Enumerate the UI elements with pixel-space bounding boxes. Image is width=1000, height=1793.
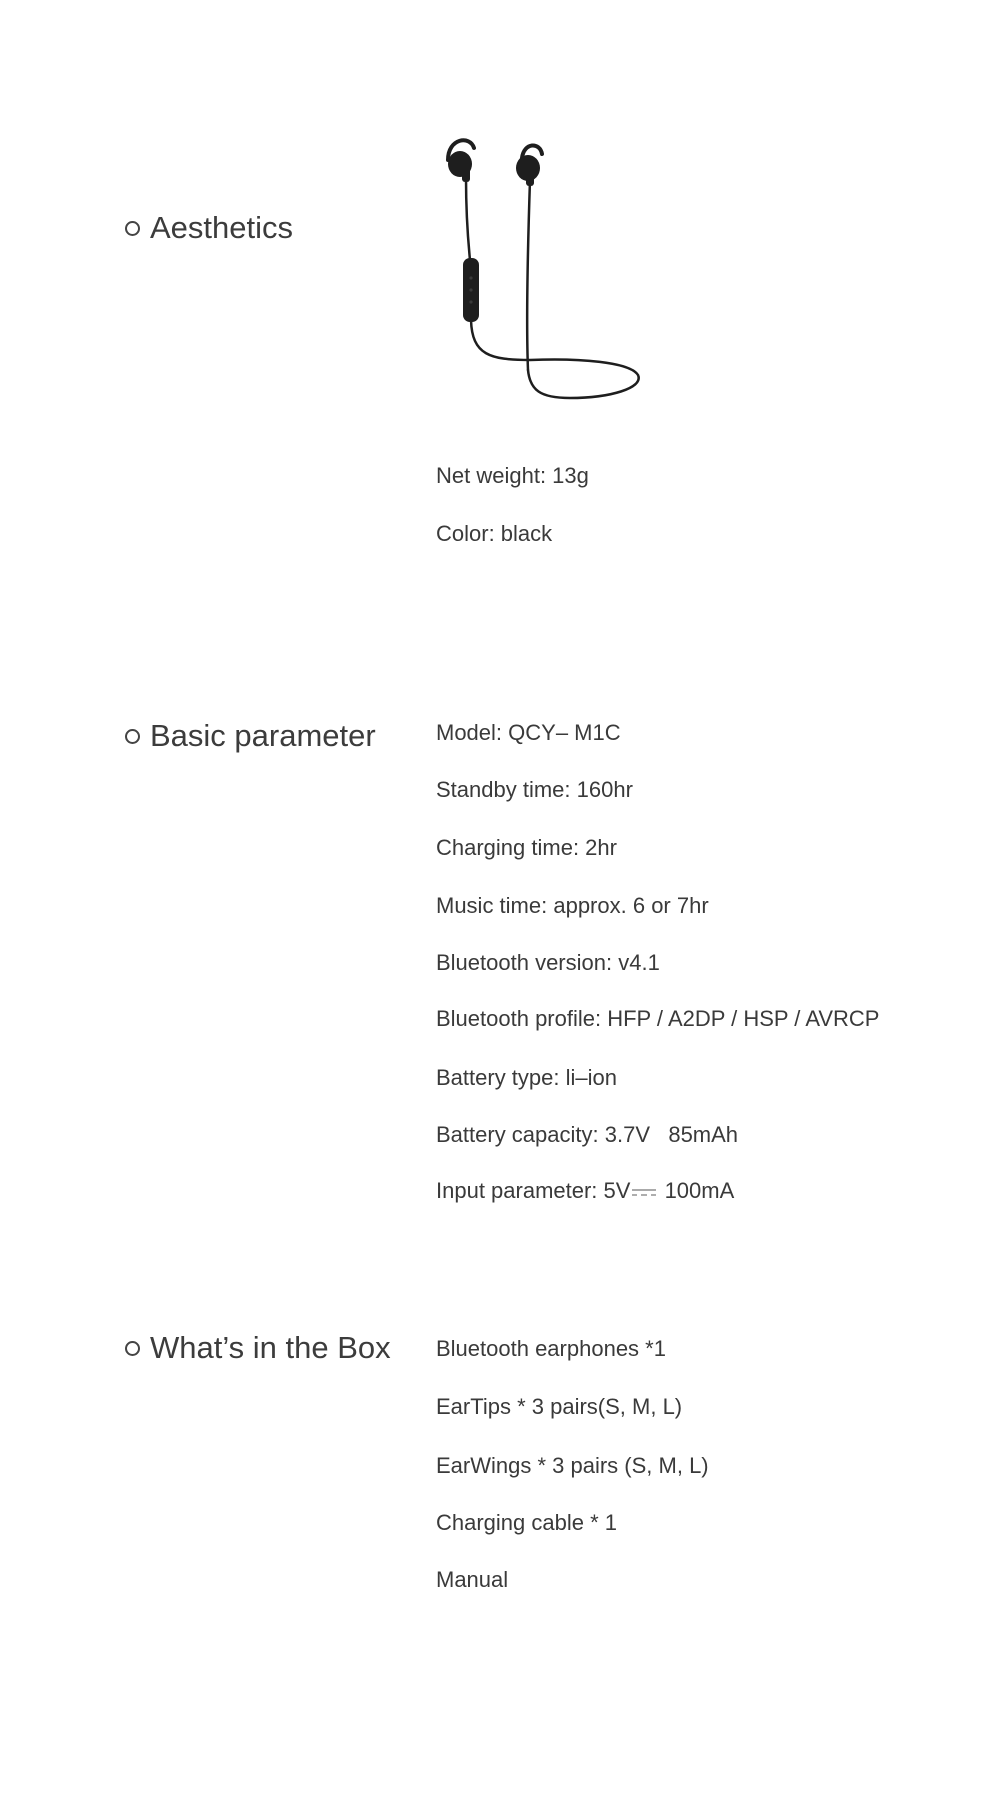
section-title-aesthetics	[125, 210, 293, 246]
spec-bluetooth-profile: Bluetooth profile: HFP / A2DP / HSP / AVRCP	[436, 1006, 880, 1031]
box-item-charging-cable: Charging cable * 1	[436, 1510, 618, 1535]
spec-color: Color: black	[436, 521, 553, 546]
box-item-eartips: EarTips * 3 pairs(S, M, L)	[436, 1394, 683, 1419]
spec-input-parameter	[436, 1178, 734, 1204]
box-item-earphones: Bluetooth earphones *1	[436, 1336, 666, 1361]
box-item-manual: Manual	[436, 1567, 509, 1592]
input-parameter-prefix: Input parameter: 5V	[436, 1178, 631, 1203]
bullet-circle-icon	[125, 221, 140, 236]
spec-battery-type: Battery type: li–ion	[436, 1065, 617, 1090]
box-item-earwings: EarWings * 3 pairs (S, M, L)	[436, 1453, 709, 1478]
spec-net-weight: Net weight: 13g	[436, 463, 589, 488]
bullet-circle-icon	[125, 729, 140, 744]
spec-bluetooth-version: Bluetooth version: v4.1	[436, 950, 660, 975]
spec-charging-time: Charging time: 2hr	[436, 835, 617, 860]
earphones-image	[430, 130, 650, 400]
spec-standby-time: Standby time: 160hr	[436, 777, 633, 802]
basic-parameter-title: Basic parameter	[150, 718, 376, 753]
box-title: What’s in the Box	[150, 1330, 391, 1365]
aesthetics-title: Aesthetics	[150, 210, 294, 245]
dc-current-icon	[631, 1186, 657, 1198]
spec-music-time: Music time: approx. 6 or 7hr	[436, 893, 709, 918]
spec-battery-capacity: Battery capacity: 3.7V 85mAh	[436, 1122, 739, 1147]
input-parameter-suffix: 100mA	[658, 1178, 735, 1203]
spec-model: Model: QCY– M1C	[436, 720, 621, 745]
section-title-whats-in-the-box	[125, 1330, 391, 1366]
bullet-circle-icon	[125, 1341, 140, 1356]
section-title-basic-parameter	[125, 718, 376, 754]
